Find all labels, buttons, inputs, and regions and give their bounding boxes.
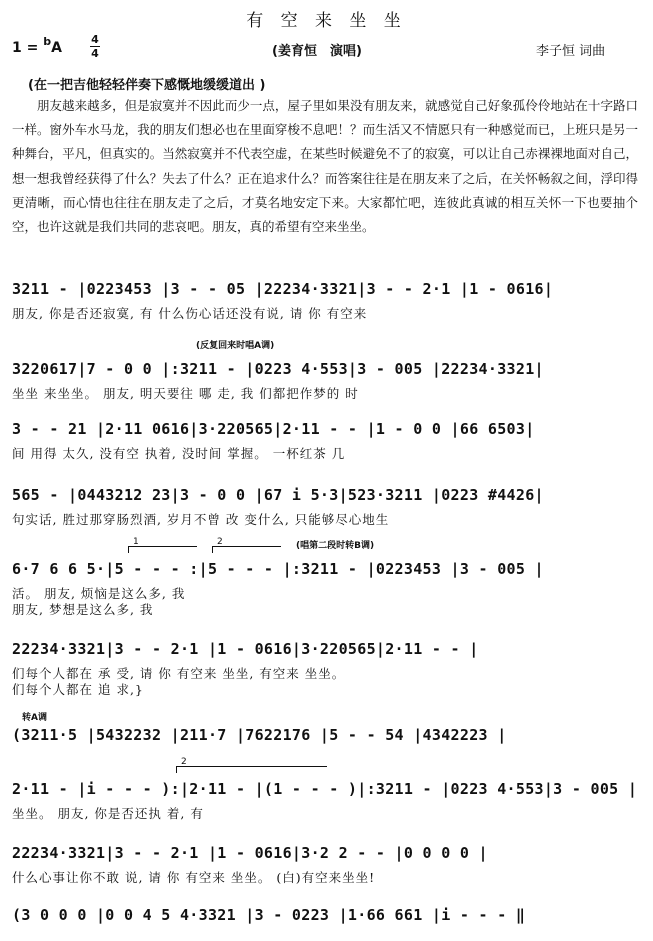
lyric-line: 坐坐 来坐坐。 朋友, 明天要往 哪 走, 我 们都把作梦的 时 [12, 386, 359, 401]
lyric-line: 们每个人都在 承 受, 请 你 有空来 坐坐, 有空来 坐坐。 [12, 666, 346, 681]
notation-line: 22234·3321|3 - - 2·1 |1 - 0616|3·220565|2·11 - - | [12, 640, 479, 658]
volta-bracket-1: 1 [128, 546, 197, 553]
song-title: 有 空 来 坐 坐 [246, 11, 407, 31]
intro-performance-note: (在一把吉他轻轻伴奏下感慨地缓缓道出 ) [28, 78, 266, 93]
lyric-line: 什么心事让你不敢 说, 请 你 有空来 坐坐。 (白)有空来坐坐! [12, 870, 376, 885]
key-signature [12, 35, 62, 56]
lyric-line: 间 用得 太久, 没有空 执着, 没时间 掌握。 一杯红茶 几 [12, 446, 346, 461]
notation-line: (3 0 0 0 |0 0 4 5 4·3321 |3 - 0223 |1·66 661 |i - - - ‖ [12, 906, 526, 924]
notation-line: 565 - |0443212 23|3 - 0 0 |67 i 5·3|523·3211 |0223 #4426| [12, 486, 544, 504]
volta-bracket-2b: 2 [176, 766, 327, 773]
key-note: A [51, 40, 62, 56]
time-signature-bottom: 4 [91, 47, 99, 60]
volta-bracket-2: 2 [212, 546, 281, 553]
notation-line: (3211·5 |5432232 |211·7 |7622176 |5 - - 54 |4342223 | [12, 726, 507, 744]
singer-credit: (姜育恒 演唱) [272, 44, 362, 59]
notation-line: 2·11 - |i - - - ):|2·11 - |(1 - - - )|:3211 - |0223 4·553|3 - 005 | [12, 780, 638, 798]
time-signature-top: 4 [91, 33, 99, 46]
repeat-annotation: (反复回来时唱A调) [196, 341, 275, 351]
lyric-line: 朋友, 梦想是这么多, 我 [12, 602, 154, 617]
notation-line: 6·7 6 6 5·|5 - - - :|5 - - - |:3211 - |0223453 |3 - 005 | [12, 560, 544, 578]
lyric-line: 们每个人都在 追 求,} [12, 682, 144, 697]
key-change-annotation: (唱第二段时转B调) [296, 541, 375, 551]
time-signature [90, 34, 100, 59]
key-prefix: 1 = [12, 40, 44, 56]
composer-credit: 李子恒 词曲 [536, 44, 606, 59]
notation-line: 3211 - |0223453 |3 - - 05 |22234·3321|3 - - 2·1 |1 - 0616| [12, 280, 554, 298]
notation-line: 3 - - 21 |2·11 0616|3·220565|2·11 - - |1 - 0 0 |66 6503| [12, 420, 535, 438]
lyric-line: 坐坐。 朋友, 你是否还执 着, 有 [12, 806, 204, 821]
lyric-line: 句实话, 胜过那穿肠烈酒, 岁月不曾 改 变什么, 只能够尽心地生 [12, 512, 390, 527]
notation-line: 22234·3321|3 - - 2·1 |1 - 0616|3·2 2 - - |0 0 0 0 | [12, 844, 488, 862]
intro-paragraph: 朋友越来越多，但是寂寞并不因此而少一点，屋子里如果没有朋友来，就感觉自己好象孤伶伶地站在十字路口一样。窗外车水马龙，我的朋友们想必也在里面穿梭不息吧！？而生活又不情愿只有一种感觉而已，上班只是另一种舞台，平凡，但真实的。当然寂寞并不代表空虚，在某些时候避免不了的寂寞，可以让自己赤裸裸地面对自己，想一想我曾经获得了什么？失去了什么？正在追求什么？而答案往往是在朋友来了之后，在关怀畅叙之间，浮印得更清晰，而心情也往往在朋友走了之后，才莫名地安定下来。大家都忙吧，连彼此真诚的相互关怀一下也要抽个空，也许这就是我们共同的悲哀吧。朋友，真的希望有空来坐坐。 [12, 98, 638, 235]
key-flat: b [43, 35, 52, 48]
lyric-line: 朋友, 你是否还寂寞, 有 什么伤心话还没有说, 请 你 有空来 [12, 306, 368, 321]
notation-line: 3220617|7 - 0 0 |:3211 - |0223 4·553|3 - 005 |22234·3321| [12, 360, 544, 378]
lyric-line: 活。 朋友, 烦恼是这么多, 我 [12, 586, 186, 601]
key-change-annotation: 转A调 [22, 713, 47, 723]
